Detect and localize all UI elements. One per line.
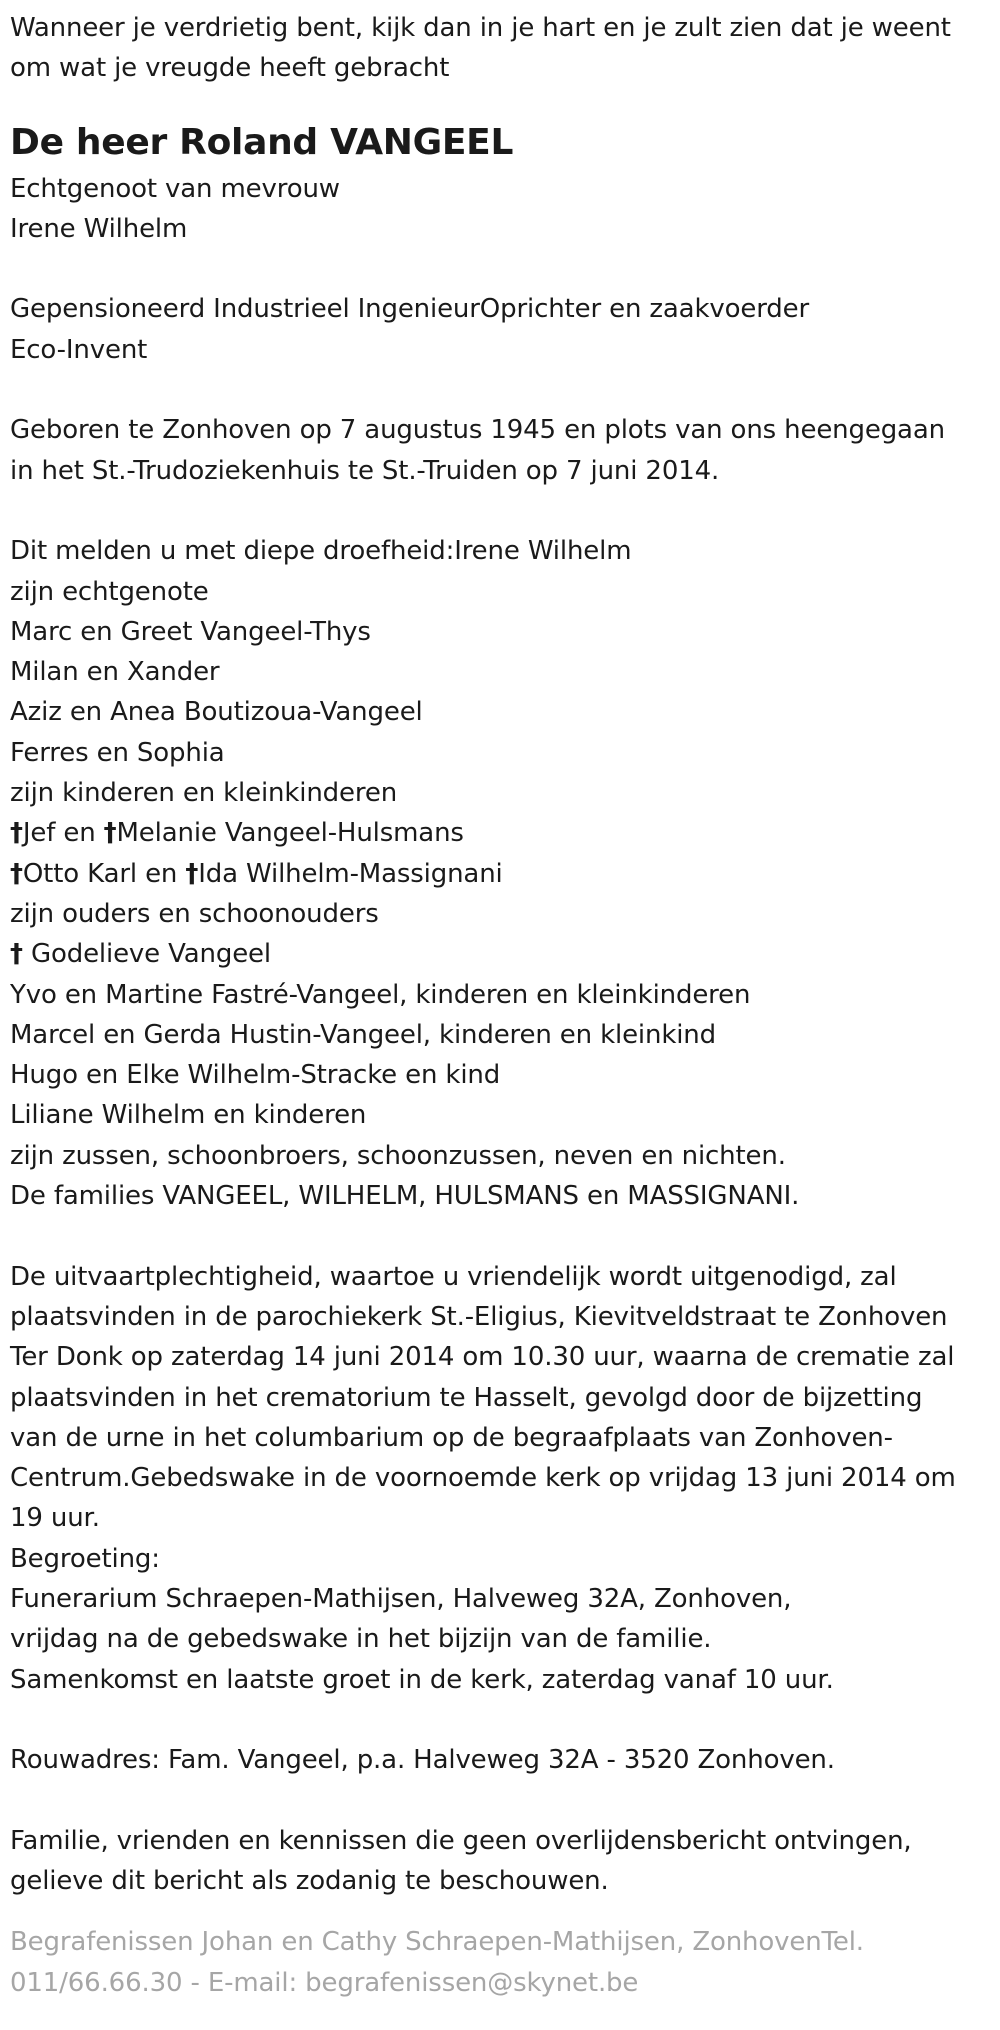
ceremony-line: Begroeting:: [10, 1543, 160, 1574]
cross-icon: †: [10, 818, 23, 849]
family-item-text: Ida Wilhelm-Massignani: [198, 858, 503, 889]
ceremony-line: Centrum.Gebedswake in de voornoemde kerk op vrijdag 13 juni 2014 om: [10, 1463, 956, 1494]
quote-line: Wanneer je verdrietig bent, kijk dan in je hart en je zult zien dat je weent: [10, 13, 951, 43]
cross-icon: †: [10, 858, 23, 889]
family-item: zijn echtgenote: [10, 576, 209, 607]
profession-block: [10, 289, 990, 370]
birth-death-block: [10, 410, 990, 491]
ceremony-line: Funerarium Schraepen-Mathijsen, Halveweg 32A, Zonhoven,: [10, 1583, 792, 1614]
spouse-name: Irene Wilhelm: [10, 213, 188, 244]
cross-icon: †: [10, 939, 23, 970]
family-item-deceased-sibling: [10, 934, 990, 974]
footer-contact: 011/66.66.30 - E-mail: begrafenissen@skynet.be: [10, 1967, 639, 1998]
opening-quote: [10, 8, 990, 89]
spouse-line: Echtgenoot van mevrouw: [10, 173, 340, 204]
ceremony-line: plaatsvinden in de parochiekerk St.-Eligius, Kievitveldstraat te Zonhoven: [10, 1301, 948, 1332]
ceremony-line: van de urne in het columbarium op de begraafplaats van Zonhoven-: [10, 1422, 893, 1453]
family-item-text: Melanie Vangeel-Hulsmans: [116, 818, 464, 849]
family-item-text: Otto Karl en: [22, 858, 186, 889]
spouse-block: [10, 169, 990, 250]
family-item-deceased-parents: [10, 813, 990, 853]
ceremony-block: [10, 1257, 990, 1700]
birth-death-line: in het St.-Trudoziekenhuis te St.-Truiden op 7 juni 2014.: [10, 455, 720, 486]
funeral-home-footer: [10, 1922, 990, 2003]
family-item: Ferres en Sophia: [10, 737, 225, 768]
family-item: zijn ouders en schoonouders: [10, 898, 379, 929]
cross-icon: †: [185, 858, 199, 889]
ceremony-line: plaatsvinden in het crematorium te Hasselt, gevolgd door de bijzetting: [10, 1382, 923, 1413]
family-intro: Dit melden u met diepe droefheid:Irene Wilhelm: [10, 536, 632, 567]
family-item-deceased-parents-in-law: [10, 854, 990, 894]
family-item: De families VANGEEL, WILHELM, HULSMANS en MASSIGNANI.: [10, 1181, 800, 1212]
family-item: Marc en Greet Vangeel-Thys: [10, 616, 371, 647]
notice-line: gelieve dit bericht als zodanig te beschouwen.: [10, 1866, 609, 1897]
family-item: Yvo en Martine Fastré-Vangeel, kinderen en kleinkinderen: [10, 979, 751, 1010]
profession-line: Gepensioneerd Industrieel IngenieurOprichter en zaakvoerder: [10, 294, 810, 325]
family-item: Aziz en Anea Boutizoua-Vangeel: [10, 697, 423, 728]
quote-line: om wat je vreugde heeft gebracht: [10, 53, 450, 84]
family-item: Milan en Xander: [10, 657, 220, 688]
ceremony-line: vrijdag na de gebedswake in het bijzijn van de familie.: [10, 1624, 712, 1655]
notice-block: [10, 1821, 990, 1902]
ceremony-line: De uitvaartplechtigheid, waartoe u vriendelijk wordt uitgenodigd, zal: [10, 1261, 897, 1292]
family-item-text: Jef en: [22, 818, 104, 849]
ceremony-line: Samenkomst en laatste groet in de kerk, zaterdag vanaf 10 uur.: [10, 1664, 834, 1695]
profession-line: Eco-Invent: [10, 334, 148, 365]
ceremony-line: Ter Donk op zaterdag 14 juni 2014 om 10.30 uur, waarna de crematie zal: [10, 1342, 955, 1373]
family-item: zijn kinderen en kleinkinderen: [10, 778, 398, 809]
family-item: Hugo en Elke Wilhelm-Stracke en kind: [10, 1060, 501, 1091]
birth-death-line: Geboren te Zonhoven op 7 augustus 1945 en plots van ons heengegaan: [10, 415, 945, 446]
deceased-name: De heer Roland VANGEEL: [10, 121, 514, 163]
family-item: zijn zussen, schoonbroers, schoonzussen, neven en nichten.: [10, 1140, 786, 1171]
family-item-text: Godelieve Vangeel: [22, 939, 271, 970]
mourning-address: Rouwadres: Fam. Vangeel, p.a. Halveweg 32A - 3520 Zonhoven.: [10, 1745, 835, 1776]
family-list: [10, 531, 990, 1216]
footer-line: Begrafenissen Johan en Cathy Schraepen-Mathijsen, ZonhovenTel.: [10, 1927, 864, 1958]
notice-line: Familie, vrienden en kennissen die geen overlijdensbericht ontvingen,: [10, 1825, 912, 1856]
cross-icon: †: [103, 818, 117, 849]
ceremony-line: 19 uur.: [10, 1503, 100, 1534]
family-item: Liliane Wilhelm en kinderen: [10, 1100, 367, 1131]
family-item: Marcel en Gerda Hustin-Vangeel, kinderen en kleinkind: [10, 1019, 716, 1050]
